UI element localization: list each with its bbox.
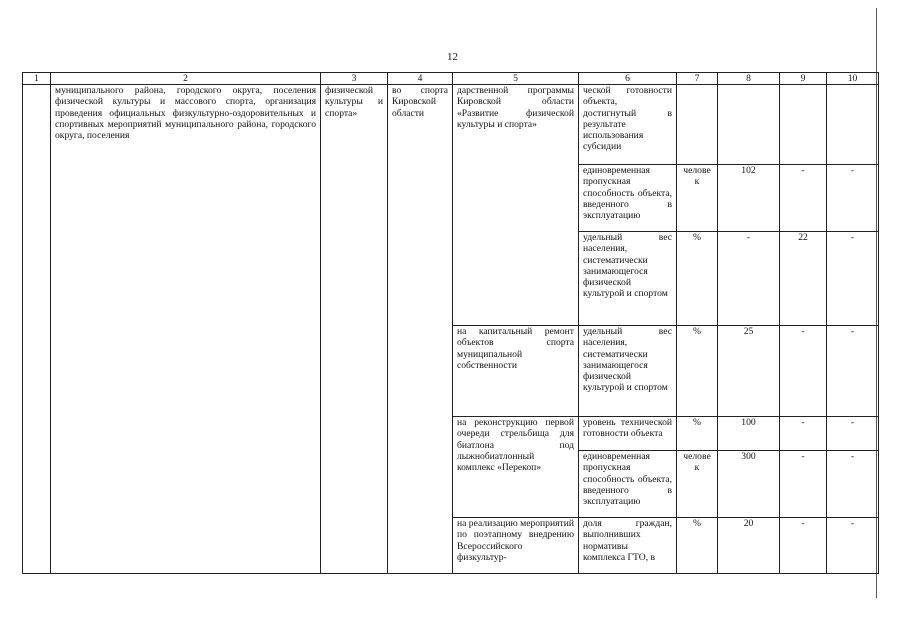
header-cell: 8 [718,73,780,85]
cell-col5-subsidy: на капитальный ремонт объектов спорта муниципальной собственности [453,326,579,417]
cell-value: 20 [718,518,780,574]
cell-col2-purpose: муниципального района, городского округа, поселения физической культуры и массового спорта, организация проведения официальных физкультурно-оздоровительных и спортивных мероприятий муниципального района, городского округа, поселения [51,85,321,574]
cell-indicator: доля граждан, выполнивших нормативы комплекса ГТО, в [579,518,677,574]
cell-value: - [780,417,827,451]
table-row [23,85,879,165]
header-cell: 6 [579,73,677,85]
cell-value: 300 [718,451,780,518]
cell-value: - [827,417,879,451]
cell-value: 102 [718,165,780,232]
cell-value: - [827,518,879,574]
cell-value: - [718,232,780,326]
cell-unit: человек [677,451,718,518]
header-cell: 4 [388,73,453,85]
cell-unit: % [677,232,718,326]
cell-unit [677,85,718,165]
cell-indicator: удельный вес населения, систематически занимающегося физической культурой и спортом [579,326,677,417]
cell-value: - [780,451,827,518]
cell-col3: физической культуры и спорта» [321,85,388,574]
cell-col5-subsidy: на реконструкцию первой очереди стрельбища для биатлона под лыжнобиатлонный комплекс «Перекоп» [453,417,579,518]
header-cell: 7 [677,73,718,85]
indicators-table [22,72,879,574]
header-cell: 2 [51,73,321,85]
cell-value: 25 [718,326,780,417]
cell-unit: % [677,518,718,574]
cell-value [827,85,879,165]
header-cell: 1 [23,73,51,85]
cell-indicator: удельный вес населения, систематически занимающегося физической культурой и спортом [579,232,677,326]
page-number: 12 [447,51,458,63]
cell-col4: во спорта Кировской области [388,85,453,574]
cell-value: - [780,326,827,417]
cell-unit: % [677,326,718,417]
cell-col1 [23,85,51,574]
cell-value: - [780,165,827,232]
header-cell: 3 [321,73,388,85]
cell-value: - [827,326,879,417]
header-cell: 9 [780,73,827,85]
cell-value: 100 [718,417,780,451]
cell-value [780,85,827,165]
header-cell: 5 [453,73,579,85]
cell-value: - [827,232,879,326]
header-row [23,73,879,85]
cell-indicator: ческой готовности объекта, достигнутый в результате использования субсидии [579,85,677,165]
cell-value: - [780,518,827,574]
cell-value: 22 [780,232,827,326]
cell-value: - [827,165,879,232]
cell-col5-subsidy: на реализацию мероприятий по поэтапному внедрению Всероссийского физкультур- [453,518,579,574]
cell-value [718,85,780,165]
cell-value: - [827,451,879,518]
cell-unit: человек [677,165,718,232]
cell-col5-subsidy: дарственной программы Кировской области «Развитие физической культуры и спорта» [453,85,579,326]
cell-unit: % [677,417,718,451]
header-cell: 10 [827,73,879,85]
cell-indicator: единовременная пропускная способность объекта, введенного в эксплуатацию [579,451,677,518]
cell-indicator: единовременная пропускная способность объекта, введенного в эксплуатацию [579,165,677,232]
cell-indicator: уровень технической готовности объекта [579,417,677,451]
